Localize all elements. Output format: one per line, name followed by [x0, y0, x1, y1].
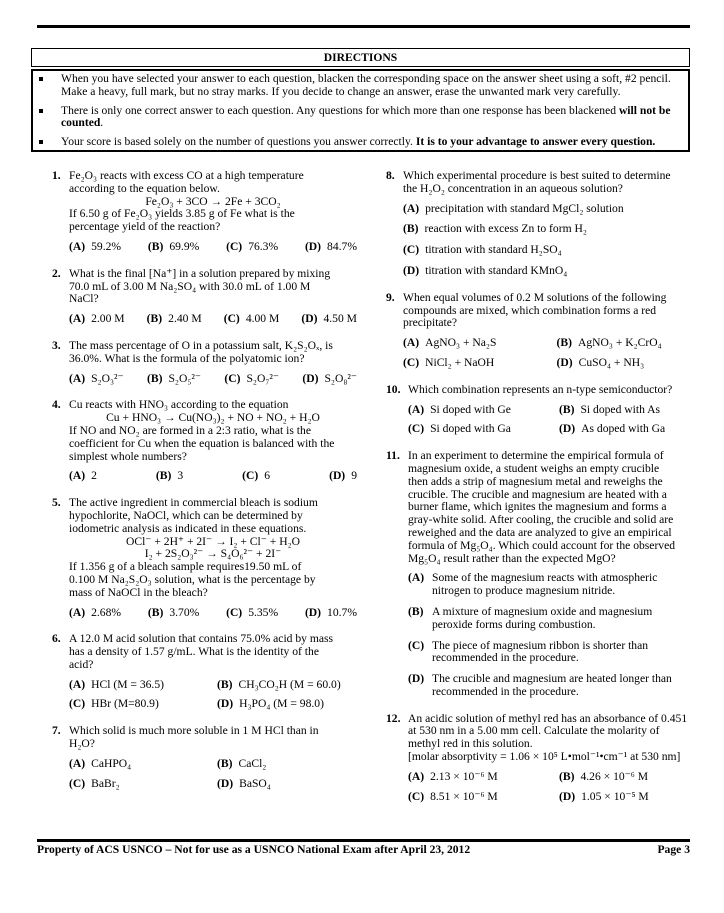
- question-text-line: reweighed and the data are analyzed to give an empirical: [408, 525, 672, 539]
- question-6: [52, 633, 357, 711]
- questions-left-column: [52, 170, 357, 817]
- question-number: 11.: [386, 449, 400, 463]
- options: [403, 203, 702, 278]
- question-5: [52, 497, 357, 619]
- question-body: [403, 170, 702, 278]
- directions: [31, 48, 690, 152]
- option-b[interactable]: [403, 223, 702, 236]
- footer: [37, 839, 690, 865]
- question-text-line: H₂O?: [69, 737, 95, 751]
- question-text-line: If 1.356 g of a bleach sample requires19.50 mL of: [69, 560, 302, 574]
- question-2: [52, 268, 357, 326]
- question-text-line: In an experiment to determine the empirical formula of: [408, 449, 664, 463]
- option-a[interactable]: [408, 404, 551, 417]
- option-c[interactable]: [69, 778, 209, 791]
- footer-line: [37, 844, 690, 865]
- option-label: (A): [408, 571, 425, 585]
- option-label: (A): [69, 605, 86, 619]
- option-label: (B): [147, 239, 164, 253]
- option-label: (D): [559, 789, 576, 803]
- options: [69, 758, 357, 791]
- option-b[interactable]: [148, 607, 199, 620]
- directions-box: [31, 69, 690, 152]
- directions-text: When you have selected your answer to each question, blacken the corresponding space on the answer sheet using a soft, #2 pencil. Make a heavy, full mark, but no stray marks. If you decide to change an answer, erase the unwanted mark very carefully.: [61, 72, 671, 98]
- question-text-line: iodometric analysis as indicated in these equations.: [69, 521, 307, 535]
- questions-area: [52, 170, 702, 817]
- bullet-icon: [39, 77, 43, 81]
- option-label: (A): [403, 201, 420, 215]
- question-text-line: formula of Mg₅O₄. Which could account for the observed: [408, 538, 676, 552]
- option-text: CaCl₂: [238, 756, 267, 770]
- question-text-line: Mg₅O₄ result rather than the expected MgO?: [408, 551, 616, 565]
- option-label: (B): [147, 371, 163, 385]
- question-body: [408, 384, 702, 436]
- directions-item: [39, 136, 682, 149]
- option-text: CuSO₄ + NH₃: [578, 355, 645, 369]
- question-1: [52, 170, 357, 254]
- question-text-line: When equal volumes of 0.2 M solutions of the following: [403, 290, 667, 304]
- option-text: NiCl₂ + NaOH: [425, 355, 495, 369]
- option-text: [432, 606, 702, 632]
- option-text: S₂O₈²⁻: [324, 371, 357, 385]
- directions-text: [61, 105, 682, 131]
- option-text-line: A mixture of magnesium oxide and magnesium: [432, 604, 653, 618]
- option-a[interactable]: [403, 203, 702, 216]
- option-b[interactable]: [148, 241, 199, 254]
- option-label: (B): [217, 677, 233, 691]
- question-text-line: Which experimental procedure is best suited to determine: [403, 168, 671, 182]
- option-b[interactable]: [559, 771, 702, 784]
- question-text-line: [molar absorptivity = 1.06 × 10⁵ L•mol⁻¹•cm⁻¹ at 530 nm]: [408, 750, 681, 764]
- option-label: (A): [69, 756, 86, 770]
- question-text-line: Which combination represents an n-type semiconductor?: [408, 382, 673, 396]
- option-text: HBr (M=80.9): [91, 697, 159, 711]
- option-text: BaSO₄: [239, 776, 271, 790]
- option-label: (D): [556, 355, 573, 369]
- option-text: [432, 572, 702, 598]
- option-c[interactable]: [224, 373, 279, 386]
- option-d[interactable]: [305, 607, 357, 620]
- option-b[interactable]: [408, 606, 702, 632]
- option-label: (D): [408, 672, 425, 686]
- option-text: As doped with Ga: [581, 422, 666, 436]
- question-text-line: simplest whole numbers?: [69, 449, 187, 463]
- option-c[interactable]: [69, 698, 209, 711]
- option-text: AgNO₃ + K₂CrO₄: [577, 336, 662, 350]
- option-c[interactable]: [403, 244, 702, 257]
- option-text: 4.50 M: [323, 312, 357, 326]
- option-text: 8.51 × 10⁻⁶ M: [430, 789, 498, 803]
- question-text-line: If 6.50 g of Fe₂O₃ yields 3.85 g of Fe what is the: [69, 207, 295, 221]
- option-d[interactable]: [557, 357, 703, 370]
- option-a[interactable]: [69, 373, 124, 386]
- directions-text-bold: will not be counted: [61, 103, 671, 130]
- option-d[interactable]: [302, 373, 357, 386]
- option-text-line: The crucible and magnesium are heated longer than: [432, 672, 672, 686]
- question-number: 10.: [386, 382, 401, 396]
- option-label: (C): [408, 422, 425, 436]
- directions-item: [39, 73, 682, 99]
- bullet-icon: [39, 140, 43, 144]
- question-number: 5.: [52, 496, 61, 510]
- directions-text-bold: It is to your advantage to answer every question.: [415, 135, 656, 149]
- option-text: 2.00 M: [91, 312, 125, 326]
- option-text: titration with standard KMnO₄: [425, 263, 568, 277]
- option-c[interactable]: [408, 423, 551, 436]
- directions-text-tail: .: [100, 116, 104, 130]
- option-d[interactable]: [217, 778, 357, 791]
- option-label: (D): [217, 776, 234, 790]
- option-label: (C): [408, 638, 425, 652]
- option-a[interactable]: [69, 679, 209, 692]
- question-10: [386, 384, 702, 436]
- question-text-line: Cu reacts with HNO₃ according to the equation: [69, 398, 289, 412]
- option-text: S₂O₅²⁻: [168, 371, 201, 385]
- question-text-line: according to the equation below.: [69, 181, 220, 195]
- options: [69, 313, 357, 326]
- question-8: [386, 170, 702, 278]
- option-text: 2.40 M: [168, 312, 202, 326]
- option-c[interactable]: [408, 640, 702, 666]
- footer-rule: [37, 839, 690, 842]
- question-text-line: at 530 nm in a 5.00 mm cell. Calculate the molarity of: [408, 724, 660, 738]
- question-body: [69, 170, 357, 254]
- question-text-line: 36.0%. What is the formula of the polyatomic ion?: [69, 351, 305, 365]
- option-a[interactable]: [69, 313, 125, 326]
- option-label: (A): [69, 371, 86, 385]
- question-number: 9.: [386, 290, 395, 304]
- option-d[interactable]: [408, 673, 702, 699]
- question-7: [52, 725, 357, 790]
- option-d[interactable]: [329, 470, 357, 483]
- option-c[interactable]: [403, 357, 549, 370]
- option-text: reaction with excess Zn to form H₂: [424, 222, 587, 236]
- option-d[interactable]: [305, 241, 357, 254]
- question-text-line: A 12.0 M acid solution that contains 75.0% acid by mass: [69, 632, 334, 646]
- option-a[interactable]: [408, 572, 702, 598]
- page-number: Page 3: [657, 843, 690, 857]
- question-text-line: has a density of 1.57 g/mL. What is the identity of the: [69, 645, 319, 659]
- option-label: (D): [217, 697, 234, 711]
- option-text-line: recommended in the procedure.: [432, 684, 579, 698]
- question-number: 3.: [52, 338, 61, 352]
- option-label: (B): [146, 312, 163, 326]
- question-text-line: If NO and NO₂ are formed in a 2:3 ratio, what is the: [69, 423, 311, 437]
- question-body: [69, 633, 357, 711]
- option-c[interactable]: [224, 313, 280, 326]
- option-text: titration with standard H₂SO₄: [425, 243, 562, 257]
- question-number: 4.: [52, 398, 61, 412]
- question-text-line: NaCl?: [69, 292, 99, 306]
- option-b[interactable]: [559, 404, 702, 417]
- question-4: [52, 399, 357, 483]
- option-d[interactable]: [301, 313, 357, 326]
- option-text: 69.9%: [169, 239, 200, 253]
- option-label: (A): [69, 239, 86, 253]
- option-text: 76.3%: [248, 239, 279, 253]
- question-number: 7.: [52, 724, 61, 738]
- option-label: (A): [408, 769, 425, 783]
- option-label: (D): [329, 469, 346, 483]
- header-rule: [37, 25, 690, 28]
- question-body: [408, 713, 702, 804]
- option-text: 1.05 × 10⁻⁵ M: [581, 789, 649, 803]
- options: [69, 241, 357, 254]
- question-12: [386, 713, 702, 804]
- option-text: 2.68%: [91, 605, 122, 619]
- question-text-line: crucible. The crucible and magnesium are heated with a: [408, 487, 667, 501]
- question-text-line: methyl red in this solution.: [408, 737, 533, 751]
- option-text: 10.7%: [327, 605, 357, 619]
- directions-item: [39, 105, 682, 131]
- question-text-line: compounds are mixed, which combination forms a red: [403, 303, 657, 317]
- option-text: 59.2%: [91, 239, 122, 253]
- option-label: (B): [217, 756, 233, 770]
- option-text-line: Some of the magnesium reacts with atmospheric: [432, 571, 658, 585]
- question-text-line: precipitate?: [403, 316, 458, 330]
- question-text-line: The active ingredient in commercial bleach is sodium: [69, 496, 318, 510]
- question-text-line: An acidic solution of methyl red has an absorbance of 0.451: [408, 711, 688, 725]
- equation: Fe₂O₃ + 3CO → 2Fe + 3CO₂: [145, 194, 281, 208]
- option-label: (D): [403, 263, 420, 277]
- equation: I₂ + 2S₂O₃²⁻ → S₄O₆²⁻ + 2I⁻: [144, 547, 282, 561]
- option-b[interactable]: [156, 470, 183, 483]
- option-c[interactable]: [226, 241, 278, 254]
- equation: Cu + HNO₃ → Cu(NO₃)₂ + NO + NO₂ + H₂O: [106, 411, 320, 425]
- question-body: [69, 497, 357, 619]
- option-text: S₂O₇²⁻: [246, 371, 279, 385]
- option-a[interactable]: [403, 337, 549, 350]
- question-text-line: hypochlorite, NaOCl, which can be determined by: [69, 508, 303, 522]
- option-label: (B): [403, 222, 419, 236]
- option-c[interactable]: [408, 791, 551, 804]
- options: [408, 771, 702, 804]
- question-text-line: gray-white solid. After cooling, the crucible and solid are: [408, 513, 674, 527]
- option-label: (A): [69, 312, 86, 326]
- option-text: [432, 640, 702, 666]
- option-text: S₂O₃²⁻: [91, 371, 124, 385]
- option-label: (C): [69, 776, 86, 790]
- option-text-line: peroxide forms during combustion.: [432, 617, 596, 631]
- question-body: [69, 268, 357, 326]
- option-text: 4.26 × 10⁻⁶ M: [580, 769, 649, 783]
- question-text-line: 0.100 M Na₂S₂O₃ solution, what is the percentage by: [69, 572, 316, 586]
- option-label: (A): [408, 402, 425, 416]
- footer-text: Property of ACS USNCO – Not for use as a USNCO National Exam after April 23, 2012: [37, 843, 471, 857]
- directions-text-plain: There is only one correct answer to each question. Any questions for which more than one response has been blackened: [61, 103, 619, 117]
- directions-title: DIRECTIONS: [31, 48, 690, 67]
- option-a[interactable]: [69, 607, 121, 620]
- question-text-line: percentage yield of the reaction?: [69, 220, 221, 234]
- option-text: [432, 673, 702, 699]
- option-text: 3: [177, 469, 184, 483]
- option-d[interactable]: [559, 423, 702, 436]
- option-b[interactable]: [147, 373, 201, 386]
- option-a[interactable]: [69, 241, 121, 254]
- question-text-line: then adds a strip of magnesium metal and reweighs the: [408, 474, 663, 488]
- option-label: (A): [69, 469, 86, 483]
- directions-text: [61, 136, 682, 149]
- option-label: (C): [408, 789, 425, 803]
- option-label: (D): [302, 371, 319, 385]
- options: [69, 470, 357, 483]
- option-label: (B): [155, 469, 172, 483]
- option-text: CH₃CO₂H (M = 60.0): [238, 677, 341, 691]
- option-label: (C): [403, 355, 420, 369]
- question-number: 12.: [386, 711, 401, 725]
- question-text-line: acid?: [69, 657, 94, 671]
- option-label: (B): [559, 402, 575, 416]
- option-c[interactable]: [226, 607, 278, 620]
- option-label: (C): [226, 605, 243, 619]
- option-text: AgNO₃ + Na₂S: [425, 336, 497, 350]
- option-label: (C): [403, 243, 420, 257]
- option-label: (D): [304, 605, 322, 619]
- option-text: Si doped with As: [580, 402, 661, 416]
- question-text-line: burner flame, which ignites the magnesium and forms a: [408, 500, 667, 514]
- question-text-line: The mass percentage of O in a potassium salt, K₂S₂Oₓ, is: [69, 338, 333, 352]
- options: [69, 679, 357, 712]
- option-text: 3.70%: [169, 605, 200, 619]
- option-text: 2.13 × 10⁻⁶ M: [430, 769, 498, 783]
- option-d[interactable]: [403, 265, 702, 278]
- question-11: [386, 450, 702, 699]
- question-body: [69, 340, 357, 385]
- option-a[interactable]: [69, 758, 209, 771]
- option-b[interactable]: [147, 313, 202, 326]
- option-text: H₃PO₄ (M = 98.0): [239, 697, 324, 711]
- option-label: (B): [559, 769, 575, 783]
- option-text: CaHPO₄: [91, 756, 132, 770]
- option-c[interactable]: [242, 470, 270, 483]
- option-text: Si doped with Ge: [430, 402, 511, 416]
- option-a[interactable]: [69, 470, 97, 483]
- question-body: [403, 292, 702, 370]
- option-d[interactable]: [559, 791, 702, 804]
- question-text-line: magnesium oxide, a student weighs an empty crucible: [408, 461, 660, 475]
- question-text-line: What is the final [Na⁺] in a solution prepared by mixing: [69, 266, 331, 280]
- question-text-line: mass of NaOCl in the bleach?: [69, 585, 208, 599]
- option-text: precipitation with standard MgCl₂ solution: [425, 201, 624, 215]
- option-text: 84.7%: [327, 239, 357, 253]
- option-label: (D): [301, 312, 318, 326]
- options: [408, 572, 702, 698]
- option-label: (D): [304, 239, 322, 253]
- option-text: 9: [351, 469, 357, 483]
- question-number: 6.: [52, 632, 61, 646]
- option-text: 6: [264, 469, 271, 483]
- option-label: (C): [223, 312, 240, 326]
- options: [408, 404, 702, 437]
- option-d[interactable]: [217, 698, 357, 711]
- question-text-line: coefficient for Cu when the equation is balanced with the: [69, 436, 335, 450]
- option-b[interactable]: [217, 679, 357, 692]
- option-label: (B): [408, 604, 424, 618]
- option-text-line: nitrogen to produce magnesium nitride.: [432, 584, 616, 598]
- question-body: [408, 450, 702, 699]
- option-text-line: The piece of magnesium ribbon is shorter than: [432, 638, 649, 652]
- question-text-line: Fe₂O₃ reacts with excess CO at a high temperature: [69, 168, 304, 182]
- option-text: Si doped with Ga: [430, 422, 511, 436]
- option-label: (A): [403, 336, 420, 350]
- directions-text-plain: Your score is based solely on the number of questions you answer correctly.: [61, 135, 416, 149]
- questions-right-column: [386, 170, 702, 817]
- question-body: [69, 725, 357, 790]
- question-text-line: Which solid is much more soluble in 1 M HCl than in: [69, 724, 319, 738]
- question-body: [69, 399, 357, 483]
- option-label: (B): [147, 605, 164, 619]
- option-label: (C): [242, 469, 259, 483]
- option-label: (C): [224, 371, 241, 385]
- option-text: 4.00 M: [245, 312, 280, 326]
- options: [69, 373, 357, 386]
- option-text-line: recommended in the procedure.: [432, 651, 579, 665]
- option-text: 5.35%: [248, 605, 279, 619]
- question-number: 1.: [52, 168, 61, 182]
- question-number: 2.: [52, 266, 61, 280]
- option-a[interactable]: [408, 771, 551, 784]
- option-label: (A): [69, 677, 86, 691]
- question-text-line: the H₂O₂ concentration in an aqueous solution?: [403, 181, 623, 195]
- question-text-line: 70.0 mL of 3.00 M Na₂SO₄ with 30.0 mL of 1.00 M: [69, 279, 311, 293]
- question-3: [52, 340, 357, 385]
- option-b[interactable]: [217, 758, 357, 771]
- option-b[interactable]: [557, 337, 703, 350]
- option-label: (D): [559, 422, 576, 436]
- option-label: (B): [556, 336, 572, 350]
- option-label: (C): [226, 239, 243, 253]
- option-text: BaBr₂: [91, 776, 120, 790]
- question-number: 8.: [386, 168, 395, 182]
- bullet-icon: [39, 109, 43, 113]
- question-9: [386, 292, 702, 370]
- option-text: HCl (M = 36.5): [91, 677, 164, 691]
- options: [69, 607, 357, 620]
- equation: OCl⁻ + 2H⁺ + 2I⁻ → I₂ + Cl⁻ + H₂O: [125, 534, 300, 548]
- option-label: (C): [69, 697, 86, 711]
- option-text: 2: [91, 469, 97, 483]
- options: [403, 337, 702, 370]
